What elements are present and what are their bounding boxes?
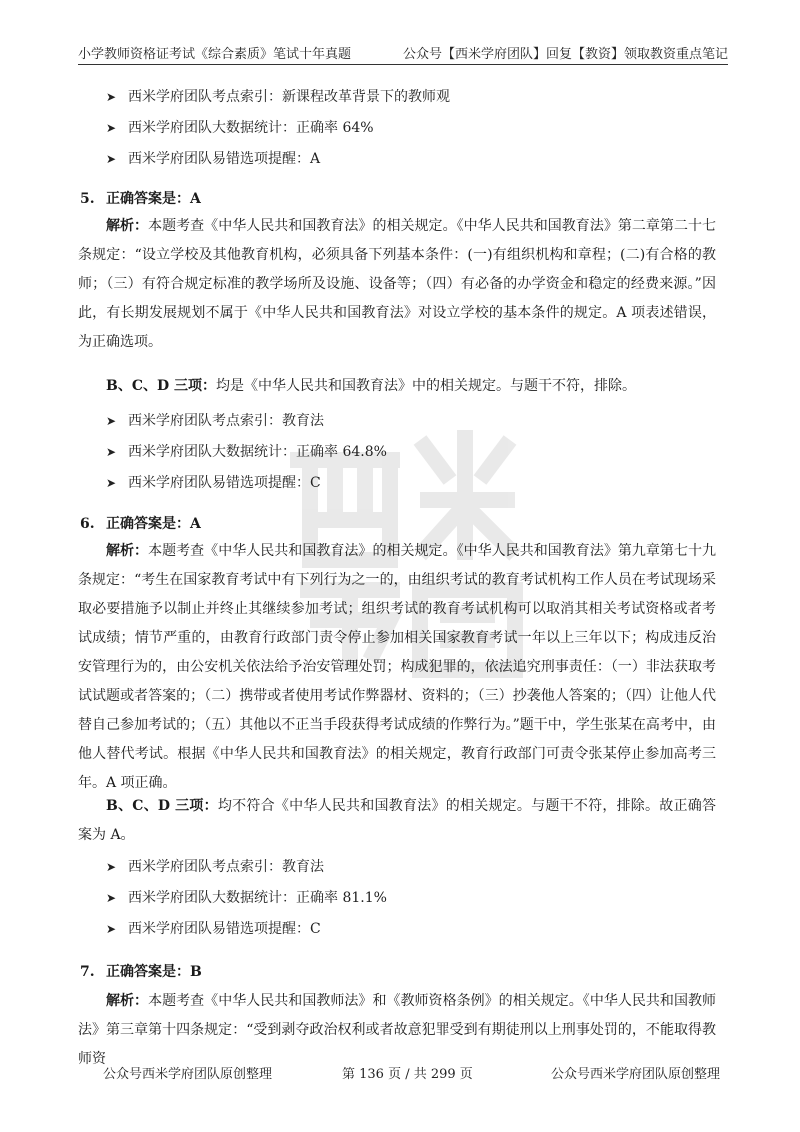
bullet-top-stats: ➤ 西米学府团队大数据统计：正确率 64%: [106, 120, 374, 136]
page-header: [78, 40, 728, 65]
bullet-top-error: ➤ 西米学府团队易错选项提醒：A: [106, 151, 321, 167]
q6-bullet-stats: ➤ 西米学府团队大数据统计：正确率 81.1%: [106, 890, 387, 906]
page-number: 第 136 页 / 共 299 页: [342, 1067, 473, 1082]
q6-others: B、C、D 三项：均不符合《中华人民共和国教育法》的相关规定。与题干不符，排除。故正确答案为 A。: [78, 798, 716, 843]
arrow-icon: ➤: [106, 90, 117, 104]
q5-others: B、C、D 三项：均是《中华人民共和国教育法》中的相关规定。与题干不符，排除。: [106, 378, 636, 394]
arrow-icon: ➤: [106, 860, 117, 874]
arrow-icon: ➤: [106, 891, 117, 905]
q6-bullet-error: ➤ 西米学府团队易错选项提醒：C: [106, 921, 321, 937]
q6-analysis: 解析：本题考查《中华人民共和国教育法》的相关规定。《中华人民共和国教育法》第九章第七十九条规定：“考生在国家教育考试中有下列行为之一的，由组织考试的教育考试机构工作人员在考试现场采取必要措施予以制止并终止其继续参加考试；组织考试的教育考试机构可以取消其相关考试资格或者考试成绩；情节严重的，由教育行政部门责令停止参加相关国家教育考试一年以上三年以下；构成违反治安管理行为的，由公安机关依法给予治安管理处罚；构成犯罪的，依法追究刑事责任：（一）非法获取考试试题或者答案的；（二）携带或者使用考试作弊器材、资料的；（三）抄袭他人答案的；（四）让他人代替自己参加考试的；（五）其他以不正当手段获得考试成绩的作弊行为。”题干中，学生张某在高考中，由他人替代考试。根据《中华人民共和国教育法》的相关规定，教育行政部门可责令张某停止参加高考三年。A 项正确。: [78, 543, 717, 791]
q5-analysis: 解析：本题考查《中华人民共和国教育法》的相关规定。《中华人民共和国教育法》第二章第二十七条规定：“设立学校及其他教育机构，必须具备下列基本条件：(一)有组织机构和章程；(二)有合格的教师；（三）有符合规定标准的教学场所及设施、设备等；（四）有必备的办学资金和稳定的经费来源。”因此，有长期发展规划不属于《中华人民共和国教育法》对设立学校的基本条件的规定。A 项表述错误，为正确选项。: [78, 218, 717, 350]
q5-answer: 5. 正确答案是：A: [80, 191, 201, 207]
arrow-icon: ➤: [106, 445, 117, 459]
bullet-top-index: ➤ 西米学府团队考点索引：新课程改革背景下的教师观: [106, 89, 450, 105]
arrow-icon: ➤: [106, 476, 117, 490]
footer-right: 公众号西米学府团队原创整理: [550, 1067, 720, 1082]
arrow-icon: ➤: [106, 414, 117, 428]
header-promo: 公众号【西米学府团队】回复【教资】领取教资重点笔记: [402, 47, 728, 62]
q5-bullet-error: ➤ 西米学府团队易错选项提醒：C: [106, 475, 321, 491]
arrow-icon: ➤: [106, 121, 117, 135]
q6-answer: 6. 正确答案是：A: [80, 516, 201, 532]
q5-bullet-stats: ➤ 西米学府团队大数据统计：正确率 64.8%: [106, 444, 387, 460]
q6-bullet-index: ➤ 西米学府团队考点索引：教育法: [106, 859, 324, 875]
page-footer: [0, 1063, 800, 1083]
footer-left: 公众号西米学府团队原创整理: [103, 1067, 273, 1082]
header-title: 小学教师资格证考试《综合素质》笔试十年真题: [78, 47, 352, 62]
arrow-icon: ➤: [106, 922, 117, 936]
q7-analysis: 解析：本题考查《中华人民共和国教师法》和《教师资格条例》的相关规定。《中华人民共和国教师法》第三章第十四条规定：“受到剥夺政治权利或者故意犯罪受到有期徒刑以上刑事处罚的，不能取得教师资: [78, 993, 717, 1067]
q7-answer: 7. 正确答案是：B: [80, 964, 202, 980]
q5-bullet-index: ➤ 西米学府团队考点索引：教育法: [106, 413, 324, 429]
arrow-icon: ➤: [106, 152, 117, 166]
